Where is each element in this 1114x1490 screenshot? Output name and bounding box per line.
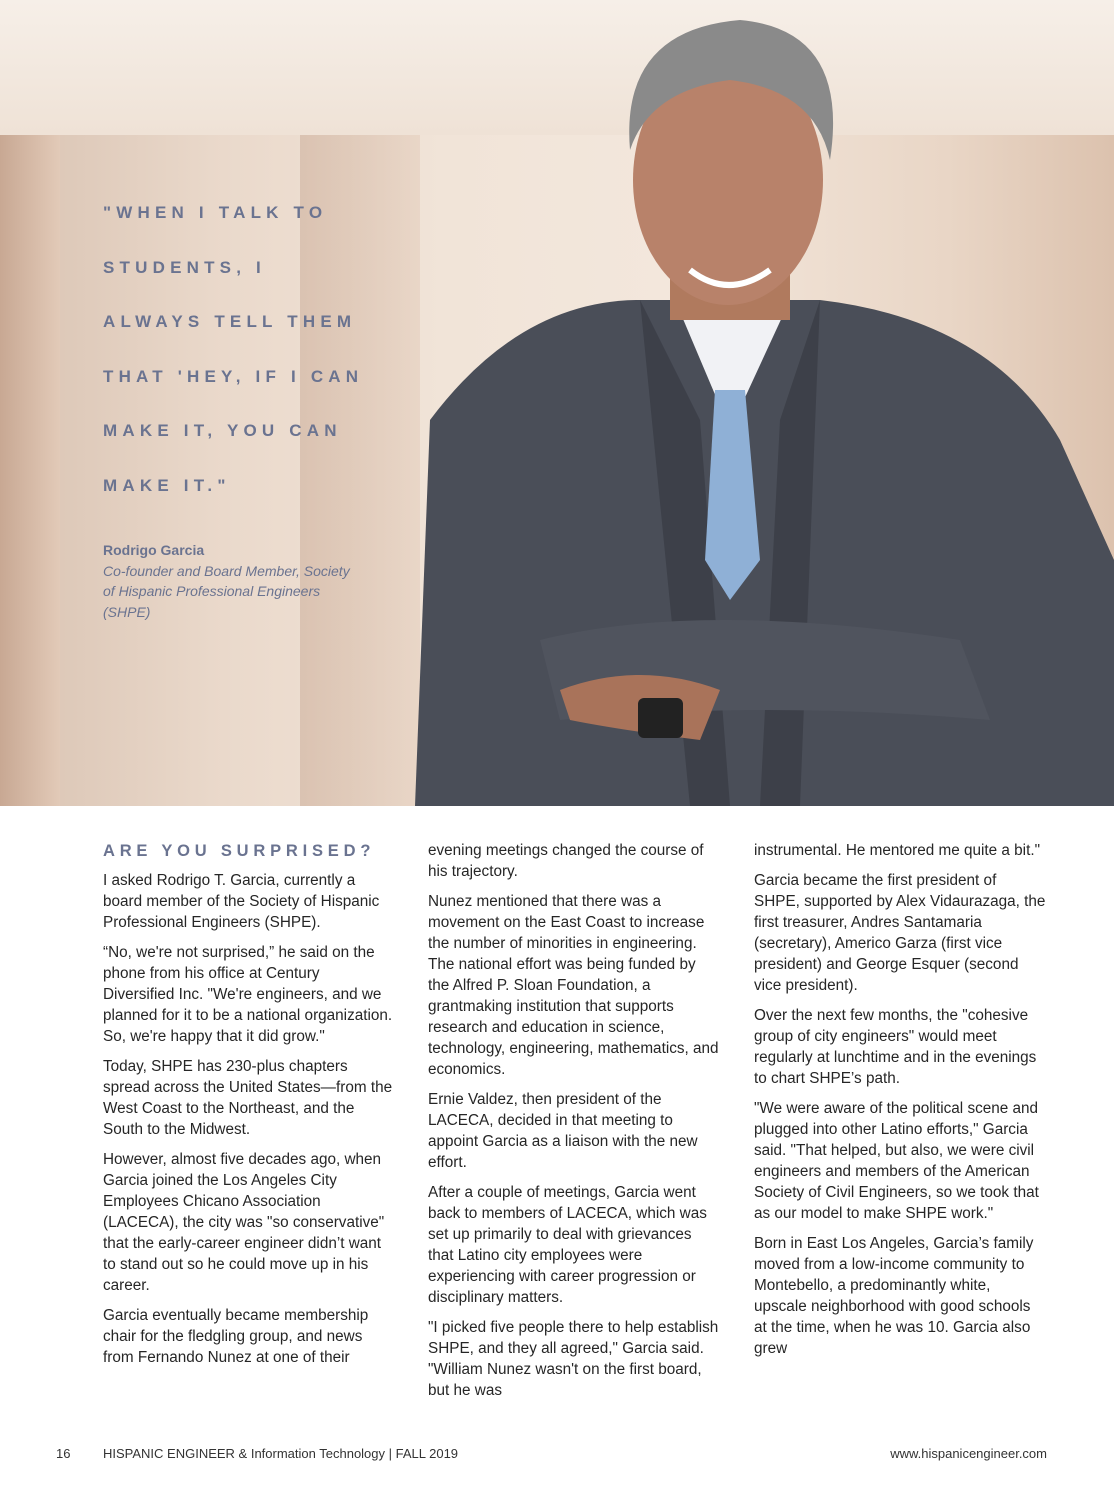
page-number: 16: [56, 1446, 71, 1461]
section-heading: ARE YOU SURPRISED?: [103, 842, 376, 860]
publication-name: HISPANIC ENGINEER & Information Technology | FALL 2019: [103, 1446, 459, 1461]
attribution-name: Rodrigo Garcia: [103, 542, 205, 558]
paragraph: instrumental. He mentored me quite a bit.": [754, 842, 1041, 859]
quote-line: STUDENTS, I: [103, 257, 266, 277]
website-url: www.hispanicengineer.com: [890, 1446, 1047, 1461]
paragraph: evening meetings changed the course of his trajectory.: [428, 842, 704, 880]
paragraph: “No, we're not surprised,” he said on the phone from his office at Century Diversified Inc. "We're engineers, and we planned for it to be a national organization. So, we're happy that it did grow.": [103, 944, 393, 1045]
paragraph: Born in East Los Angeles, Garcia’s family moved from a low-income community to Montebello, a predominantly white, upscale neighborhood with good schools at the time, when he was 10. Garcia also grew: [754, 1235, 1034, 1357]
quote-line: "WHEN I TALK TO: [103, 203, 328, 222]
quote-line: THAT 'HEY, IF I CAN: [103, 366, 364, 386]
paragraph: Nunez mentioned that there was a movement on the East Coast to increase the number of minorities in engineering. The national effort was being funded by the Alfred P. Sloan Foundation, a grantmaking institution that supports research and education in science, technology, engineering, mathematics, and economics.: [428, 893, 719, 1078]
article-column-2: [428, 840, 720, 1410]
quote-line: MAKE IT, YOU CAN: [103, 421, 342, 440]
article-column-1: [103, 840, 395, 1377]
pull-quote: [103, 186, 423, 513]
paragraph: However, almost five decades ago, when Garcia joined the Los Angeles City Employees Chicano Association (LACECA), the city was "so conservative" that the early-career engineer didn’t want to stand out so he could move up in his career.: [103, 1151, 385, 1294]
paragraph: Today, SHPE has 230-plus chapters spread across the United States—from the West Coast to the Northeast, and the South to the Midwest.: [103, 1058, 393, 1138]
paragraph: Garcia became the first president of SHPE, supported by Alex Vidaurazaga, the first treasurer, Andres Santamaria (secretary), Americo Garza (first vice president) and George Esquer (second vice president).: [754, 872, 1046, 994]
quote-line: MAKE IT.": [103, 475, 231, 495]
paragraph: "We were aware of the political scene and plugged into other Latino efforts," Garcia said. "That helped, but also, we were civil engineers and members of the American Society of Civil Engineers, so we took that as our model to make SHPE work.": [754, 1100, 1039, 1222]
paragraph: I asked Rodrigo T. Garcia, currently a board member of the Society of Hispanic Professional Engineers (SHPE).: [103, 872, 380, 931]
paragraph: Over the next few months, the "cohesive group of city engineers" would meet regularly at lunchtime and in the evenings to chart SHPE’s path.: [754, 1007, 1037, 1087]
paragraph: Garcia eventually became membership chair for the fledgling group, and news from Fernando Nunez at one of their: [103, 1307, 369, 1366]
quote-line: ALWAYS TELL THEM: [103, 312, 357, 331]
attribution-title: Co-founder and Board Member, Society of Hispanic Professional Engineers (SHPE): [103, 562, 350, 620]
paragraph: After a couple of meetings, Garcia went back to members of LACECA, which was set up primarily to deal with grievances that Latino city employees were experiencing with career progression or disciplinary matters.: [428, 1184, 707, 1306]
quote-attribution: [103, 540, 353, 622]
paragraph: "I picked five people there to help establish SHPE, and they all agreed," Garcia said. "William Nunez wasn't on the first board, but he was: [428, 1319, 719, 1399]
paragraph: Ernie Valdez, then president of the LACECA, decided in that meeting to appoint Garcia as a liaison with the new effort.: [428, 1091, 698, 1171]
article-column-3: [754, 840, 1046, 1368]
